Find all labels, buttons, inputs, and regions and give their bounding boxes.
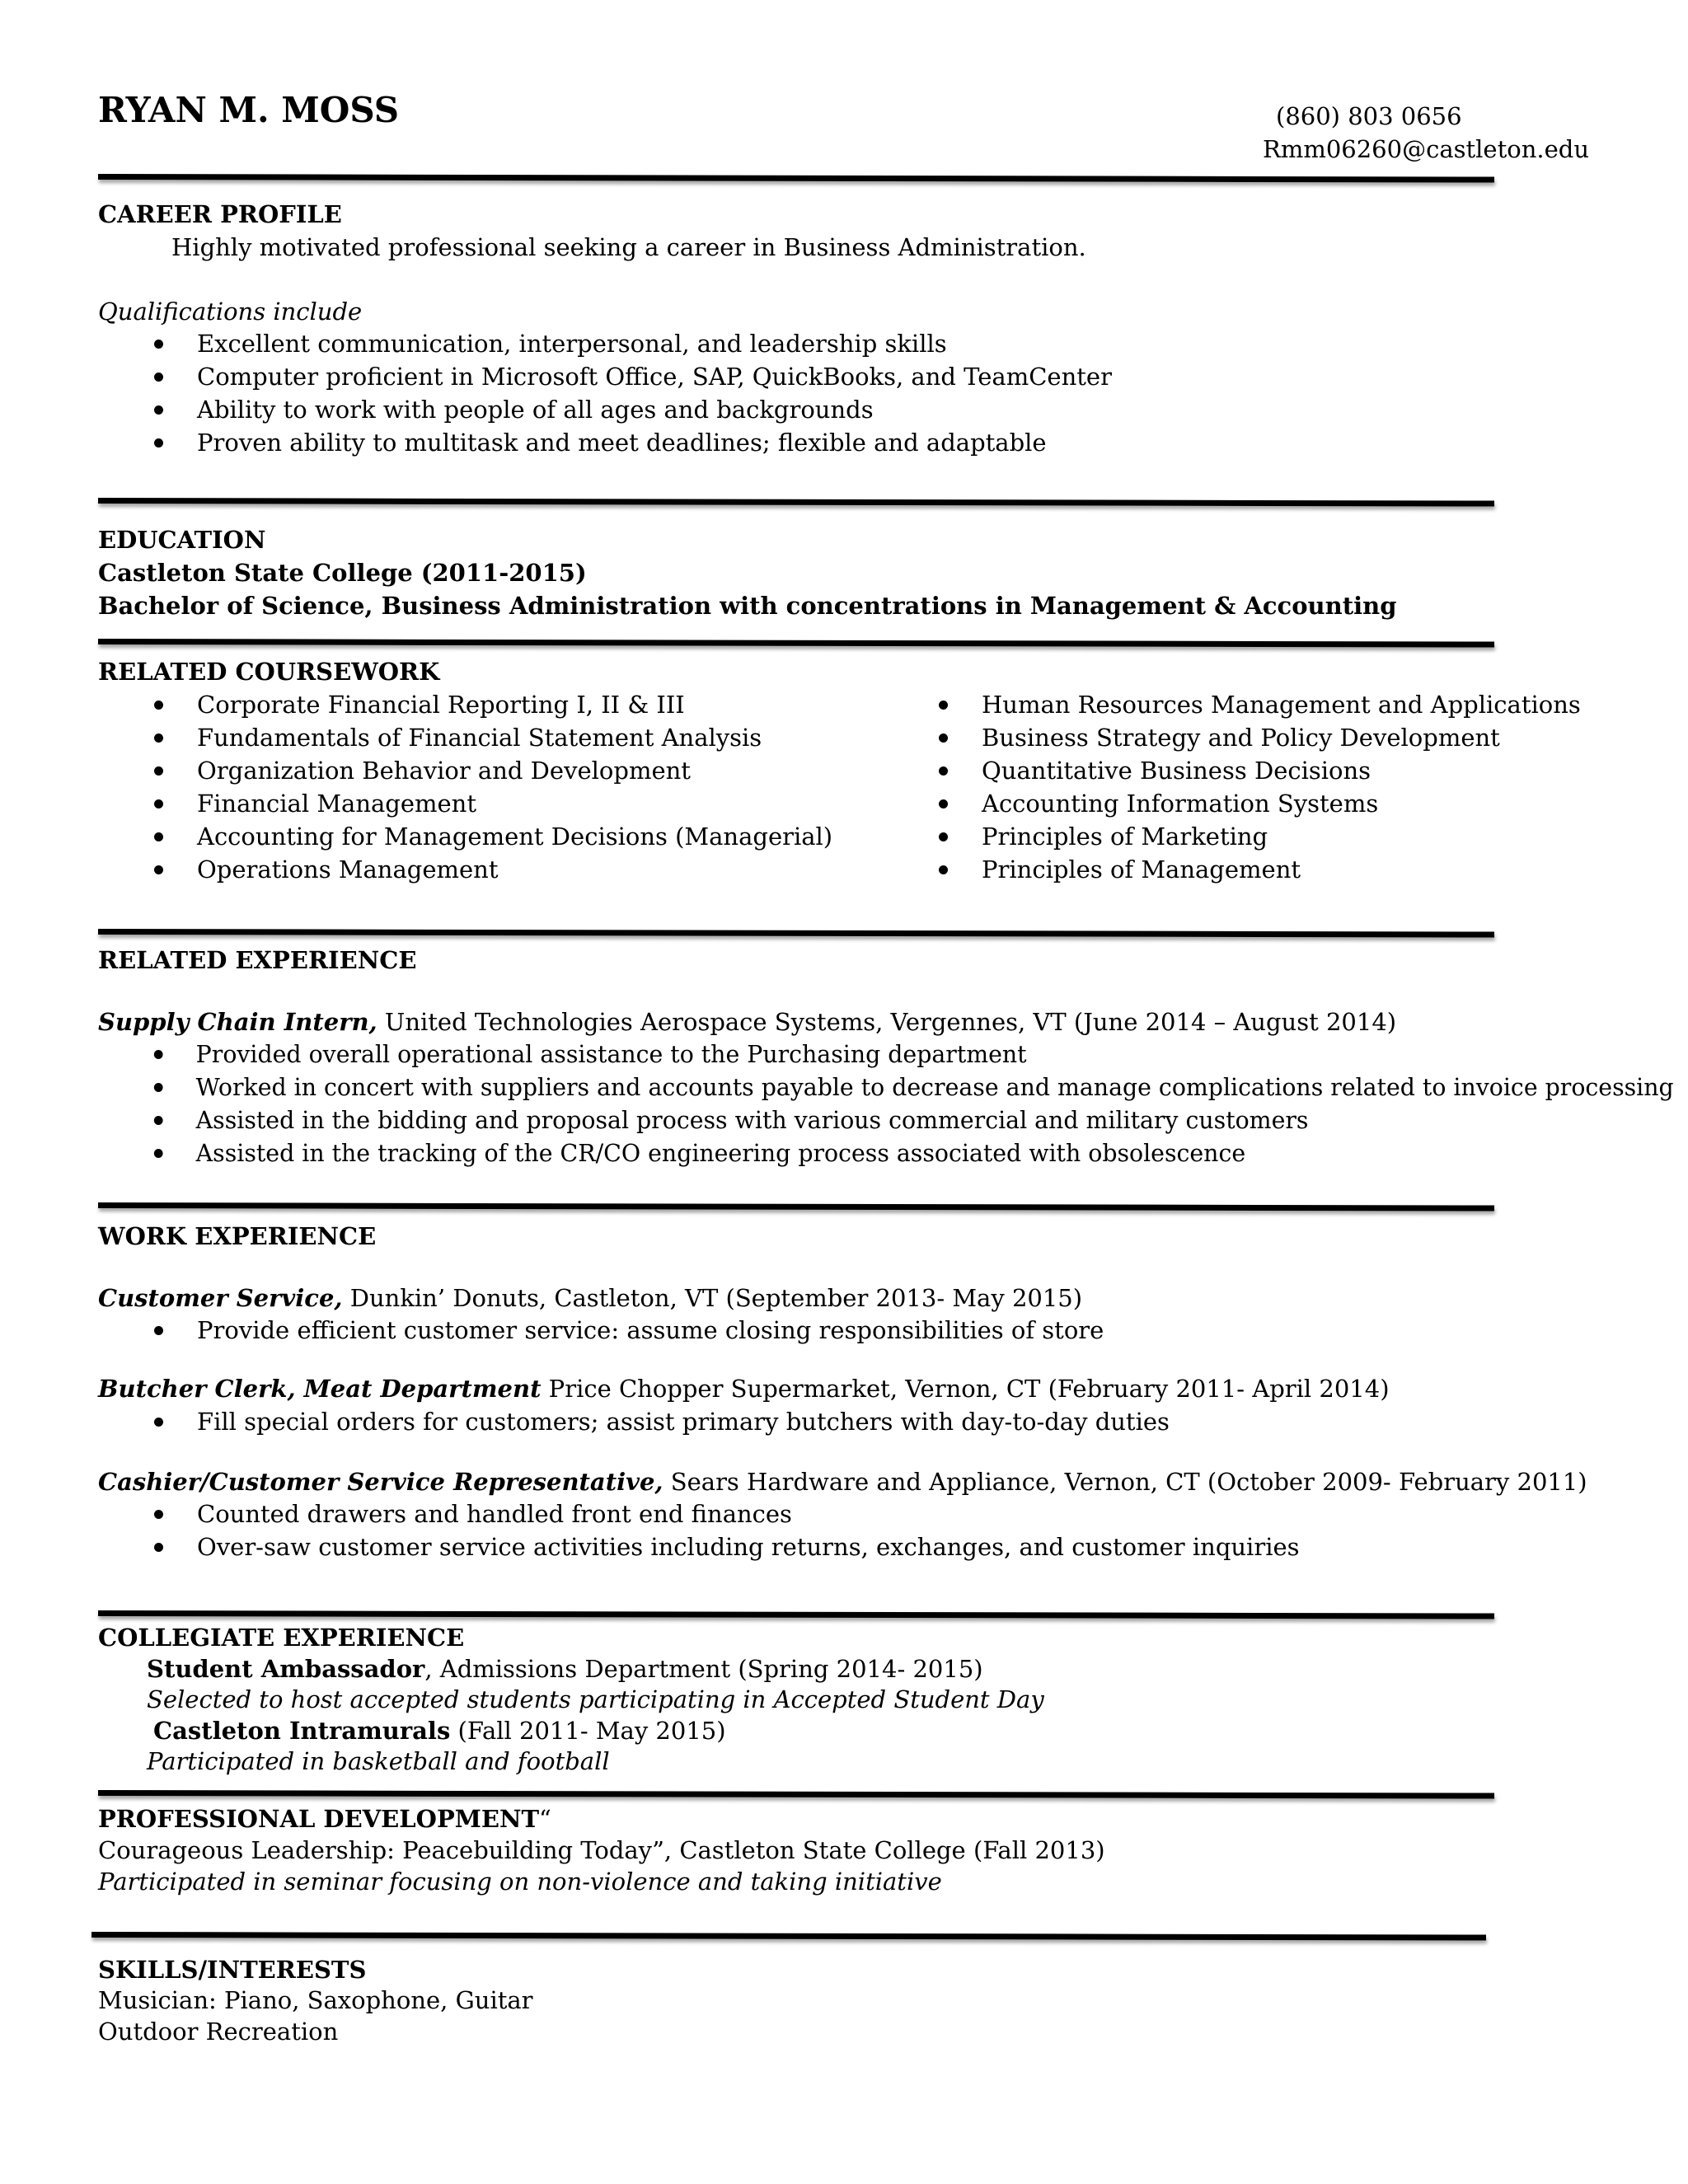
job-title: Butcher Clerk, Meat Department bbox=[98, 1375, 542, 1403]
list-item: Worked in concert with suppliers and accounts payable to decrease and manage complications related to invoice processing bbox=[148, 1071, 1674, 1104]
job-details: United Technologies Aerospace Systems, Vergennes, VT (June 2014 – August 2014) bbox=[377, 1008, 1397, 1036]
list-item: Accounting Information Systems bbox=[932, 787, 1581, 820]
coursework-list-left bbox=[148, 688, 832, 886]
education-heading: EDUCATION bbox=[98, 526, 266, 554]
qualifications-list bbox=[148, 327, 1112, 459]
list-item: Corporate Financial Reporting I, II & III bbox=[148, 688, 832, 721]
list-item: Assisted in the tracking of the CR/CO engineering process associated with obsolescence bbox=[148, 1137, 1674, 1169]
job-details: Sears Hardware and Appliance, Vernon, CT (October 2009- February 2011) bbox=[663, 1468, 1587, 1496]
section-divider bbox=[98, 1610, 1494, 1619]
list-item: Business Strategy and Policy Development bbox=[932, 721, 1581, 754]
qualifications-label: Qualifications include bbox=[98, 298, 363, 326]
activity-title: Student Ambassador bbox=[147, 1655, 425, 1683]
education-degree: Bachelor of Science, Business Administration with concentrations in Management & Accounting bbox=[98, 592, 1397, 620]
section-divider bbox=[98, 174, 1494, 183]
job-duties-list bbox=[148, 1497, 1300, 1563]
job-details: Dunkin’ Donuts, Castleton, VT (September 2013- May 2015) bbox=[342, 1284, 1083, 1312]
list-item: Organization Behavior and Development bbox=[148, 754, 832, 787]
collegiate-heading: COLLEGIATE EXPERIENCE bbox=[98, 1624, 465, 1652]
skills-heading: SKILLS/INTERESTS bbox=[98, 1956, 367, 1984]
job-duties-list bbox=[148, 1314, 1104, 1347]
activity-line bbox=[153, 1714, 726, 1747]
list-item: Ability to work with people of all ages and backgrounds bbox=[148, 393, 1112, 426]
section-divider bbox=[98, 639, 1494, 648]
seminar-line: Courageous Leadership: Peacebuilding Today”, Castleton State College (Fall 2013) bbox=[98, 1836, 1105, 1864]
career-profile-heading: CAREER PROFILE bbox=[98, 200, 342, 228]
list-item: Accounting for Management Decisions (Managerial) bbox=[148, 820, 832, 853]
list-item: Fill special orders for customers; assist primary butchers with day-to-day duties bbox=[148, 1405, 1170, 1438]
list-item: Computer proficient in Microsoft Office, SAP, QuickBooks, and TeamCenter bbox=[148, 360, 1112, 393]
list-item: Over-saw customer service activities including returns, exchanges, and customer inquiries bbox=[148, 1530, 1300, 1563]
list-item: Assisted in the bidding and proposal process with various commercial and military customers bbox=[148, 1104, 1674, 1137]
related-experience-heading: RELATED EXPERIENCE bbox=[98, 946, 417, 974]
coursework-heading: RELATED COURSEWORK bbox=[98, 658, 440, 686]
list-item: Provided overall operational assistance to the Purchasing department bbox=[148, 1038, 1674, 1071]
job-line bbox=[98, 1282, 1082, 1315]
job-title: Cashier/Customer Service Representative, bbox=[98, 1468, 663, 1496]
job-details: Price Chopper Supermarket, Vernon, CT (February 2011- April 2014) bbox=[541, 1375, 1390, 1403]
education-school: Castleton State College (2011-2015) bbox=[98, 559, 587, 587]
activity-title: Castleton Intramurals bbox=[153, 1717, 451, 1745]
job-line bbox=[98, 1465, 1587, 1498]
list-item: Human Resources Management and Applications bbox=[932, 688, 1581, 721]
list-item: Excellent communication, interpersonal, and leadership skills bbox=[148, 327, 1112, 360]
phone-number: (860) 803 0656 bbox=[1276, 102, 1462, 130]
professional-development-heading: PROFESSIONAL DEVELOPMENT“ bbox=[98, 1805, 551, 1833]
list-item: Counted drawers and handled front end finances bbox=[148, 1497, 1300, 1530]
activity-details: , Admissions Department (Spring 2014- 2015) bbox=[424, 1655, 983, 1683]
candidate-name: RYAN M. MOSS bbox=[98, 90, 400, 130]
coursework-list-right bbox=[932, 688, 1581, 886]
list-item: Operations Management bbox=[148, 853, 832, 886]
list-item: Fundamentals of Financial Statement Analysis bbox=[148, 721, 832, 754]
email-address: Rmm06260@castleton.edu bbox=[1263, 135, 1590, 163]
activity-description: Participated in basketball and football bbox=[147, 1747, 610, 1775]
section-divider bbox=[98, 498, 1494, 507]
list-item: Principles of Management bbox=[932, 853, 1581, 886]
activity-description: Selected to host accepted students participating in Accepted Student Day bbox=[147, 1685, 1044, 1713]
section-divider bbox=[91, 1932, 1486, 1941]
list-item: Proven ability to multitask and meet deadlines; flexible and adaptable bbox=[148, 426, 1112, 459]
job-title: Supply Chain Intern, bbox=[98, 1008, 377, 1036]
job-line bbox=[98, 1372, 1390, 1405]
activity-line bbox=[147, 1652, 983, 1685]
career-summary: Highly motivated professional seeking a career in Business Administration. bbox=[171, 233, 1086, 261]
section-divider bbox=[98, 1202, 1494, 1212]
job-line bbox=[98, 1005, 1396, 1038]
work-experience-heading: WORK EXPERIENCE bbox=[98, 1222, 377, 1250]
job-title: Customer Service, bbox=[98, 1284, 343, 1312]
skill-item: Musician: Piano, Saxophone, Guitar bbox=[98, 1986, 533, 2014]
job-duties-list bbox=[148, 1405, 1170, 1438]
list-item: Provide efficient customer service: assume closing responsibilities of store bbox=[148, 1314, 1104, 1347]
activity-details: (Fall 2011- May 2015) bbox=[450, 1717, 726, 1745]
list-item: Quantitative Business Decisions bbox=[932, 754, 1581, 787]
section-divider bbox=[98, 929, 1494, 938]
list-item: Financial Management bbox=[148, 787, 832, 820]
job-duties-list bbox=[148, 1038, 1688, 1169]
list-item: Principles of Marketing bbox=[932, 820, 1581, 853]
seminar-description: Participated in seminar focusing on non-violence and taking initiative bbox=[98, 1868, 942, 1896]
section-divider bbox=[98, 1790, 1494, 1799]
skill-item: Outdoor Recreation bbox=[98, 2018, 339, 2046]
